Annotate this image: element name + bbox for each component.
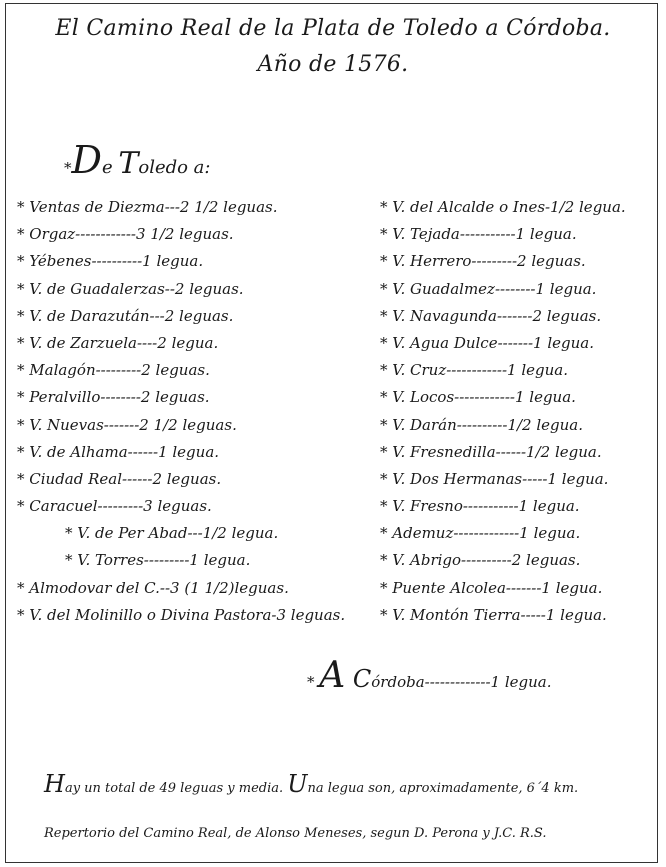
destination-initial-a: A [319,655,346,696]
route-entry-right: * V. Dos Hermanas-----1 legua. [380,469,609,488]
route-entry-right: * V. Fresnedilla------1/2 legua. [380,442,602,461]
route-entry-left: * V. del Molinillo o Divina Pastora-3 leguas. [17,605,346,624]
total-part-1: ay un total de 49 leguas y media. [64,781,288,796]
route-entry-right: * V. Darán----------1/2 legua. [380,415,583,434]
route-entry-right: * V. Montón Tierra-----1 legua. [380,605,607,624]
route-entry-left: * V. de Per Abad---1/2 legua. [65,524,279,543]
route-entry-right: * V. Tejada-----------1 legua. [380,225,577,244]
right-route-column [380,194,626,629]
total-note [44,770,578,798]
route-entry-right: * V. Herrero---------2 leguas. [380,252,586,271]
origin-initial-t: T [118,146,139,181]
route-entry-left: * V. de Darazután---2 leguas. [17,306,234,325]
route-entry-right: * V. Agua Dulce-------1 legua. [380,333,595,352]
route-entry-left: * Yébenes----------1 legua. [17,252,204,271]
route-entry-right: * Ademuz-------------1 legua. [380,524,581,543]
route-entry-left: * Peralvillo--------2 leguas. [17,388,210,407]
route-entry-left: * Malagón---------2 leguas. [17,361,210,380]
origin-e: e [101,157,119,178]
origin-heading [64,138,210,182]
route-entry-right: * V. Locos------------1 legua. [380,388,576,407]
left-route-column [17,194,345,629]
route-entry-left: * V. de Guadalerzas--2 leguas. [17,279,244,298]
origin-star: * [64,159,72,177]
route-entry-right: * V. Abrigo----------2 leguas. [380,551,581,570]
route-entry-right: * V. Fresno-----------1 legua. [380,497,580,516]
destination-star: * [307,673,320,691]
route-entry-left: * Ciudad Real------2 leguas. [17,469,222,488]
route-entry-left: * V. de Alhama------1 legua. [17,442,220,461]
destination-line [307,655,552,696]
source-citation: Repertorio del Camino Real, de Alonso Meneses, segun D. Perona y J.C. R.S. [44,826,547,841]
route-entry-right: * V. Cruz------------1 legua. [380,361,569,380]
route-entry-right: * Puente Alcolea-------1 legua. [380,578,603,597]
origin-rest: oledo a: [138,157,211,178]
route-entry-left: * V. de Zarzuela----2 legua. [17,333,219,352]
route-entry-left: * Almodovar del C.--3 (1 1/2)leguas. [17,578,289,597]
route-entry-left: * V. Torres---------1 legua. [65,551,251,570]
total-initial-h: H [44,770,65,798]
route-entry-right: * V. Guadalmez--------1 legua. [380,279,597,298]
route-entry-right: * V. del Alcalde o Ines-1/2 legua. [380,198,626,216]
total-part-2: na legua son, aproximadamente, 6´4 km. [307,781,579,796]
route-entry-left: * V. Nuevas-------2 1/2 leguas. [17,415,237,434]
route-entry-left: * Ventas de Diezma---2 1/2 leguas. [17,198,278,216]
title-line-1: El Camino Real de la Plata de Toledo a Córdoba. [55,16,611,41]
title-line-2: Año de 1576. [257,52,409,77]
route-entry-right: * V. Navagunda-------2 leguas. [380,306,602,325]
destination-initial-c: C [345,665,372,693]
origin-initial-d: D [71,138,102,182]
route-entry-left: * Caracuel---------3 leguas. [17,497,212,516]
route-entry-left: * Orgaz------------3 1/2 leguas. [17,225,234,244]
total-initial-u: U [287,770,308,798]
destination-rest: órdoba-------------1 legua. [371,673,552,691]
